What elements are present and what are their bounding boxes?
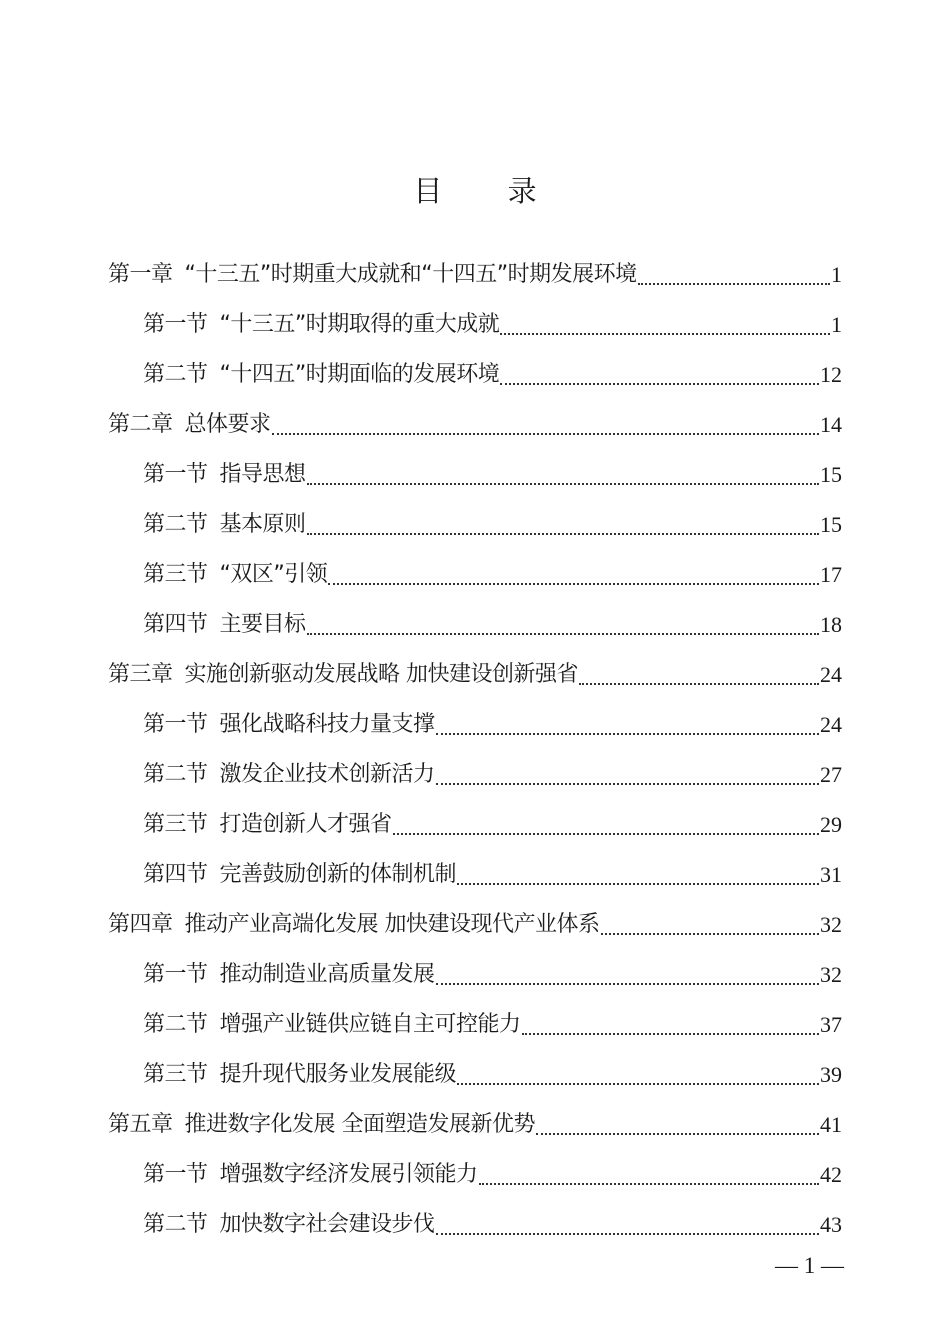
toc-entry-label bbox=[143, 1205, 435, 1245]
toc-entry-section[interactable] bbox=[0, 1200, 950, 1250]
toc-entry-title: 增强数字经济发展引领能力 bbox=[219, 1162, 478, 1187]
toc-entry-label bbox=[143, 755, 435, 795]
toc-entry-label bbox=[143, 605, 306, 645]
toc-entry-title: 打造创新人才强省 bbox=[219, 812, 392, 837]
toc-entry-page: 1 bbox=[831, 262, 842, 287]
toc-entry-number: 第四节 bbox=[143, 862, 208, 887]
toc-entry-label bbox=[143, 505, 306, 545]
toc-entry-title: 总体要求 bbox=[184, 412, 271, 437]
toc-entry-page: 31 bbox=[820, 862, 842, 887]
toc-entry-title: “双区”引领 bbox=[219, 562, 328, 587]
toc-entry-title: 推进数字化发展 全面塑造发展新优势 bbox=[184, 1112, 536, 1137]
toc-entry-title: 提升现代服务业发展能级 bbox=[219, 1062, 457, 1087]
toc-entry-title: “十四五”时期面临的发展环境 bbox=[219, 362, 500, 387]
dot-leader bbox=[457, 855, 819, 895]
toc-entry-section[interactable] bbox=[0, 800, 950, 850]
toc-entry-label bbox=[108, 655, 578, 695]
toc-entry-chapter-3[interactable] bbox=[0, 650, 950, 700]
toc-entry-page: 1 bbox=[831, 312, 842, 337]
toc-entry-label bbox=[143, 1055, 456, 1095]
toc-entry-number: 第一节 bbox=[143, 312, 208, 337]
toc-entry-number: 第二节 bbox=[143, 362, 208, 387]
toc-entry-section[interactable] bbox=[0, 850, 950, 900]
toc-entry-number: 第一节 bbox=[143, 962, 208, 987]
toc-entry-section[interactable] bbox=[0, 1050, 950, 1100]
toc-entry-page: 32 bbox=[820, 912, 842, 937]
dot-leader bbox=[328, 555, 819, 595]
dot-leader bbox=[307, 505, 819, 545]
toc-entry-title: 增强产业链供应链自主可控能力 bbox=[219, 1012, 521, 1037]
toc-entry-label bbox=[108, 405, 271, 445]
toc-entry-section[interactable] bbox=[0, 300, 950, 350]
toc-entry-page: 24 bbox=[820, 662, 842, 687]
toc-entry-title: 激发企业技术创新活力 bbox=[219, 762, 435, 787]
toc-entry-label bbox=[143, 1005, 521, 1045]
toc-entry-number: 第四章 bbox=[108, 912, 173, 937]
dot-leader bbox=[307, 605, 819, 645]
toc-entry-number: 第三节 bbox=[143, 812, 208, 837]
toc-title: 目 录 bbox=[413, 174, 565, 209]
toc-entry-number: 第三节 bbox=[143, 1062, 208, 1087]
toc-entry-number: 第一节 bbox=[143, 712, 208, 737]
toc-entry-page: 17 bbox=[820, 562, 842, 587]
toc-entry-label bbox=[143, 455, 306, 495]
toc-entry-title: 推动制造业高质量发展 bbox=[219, 962, 435, 987]
toc-entry-label bbox=[143, 855, 456, 895]
toc-entry-label bbox=[143, 805, 392, 845]
dot-leader bbox=[601, 905, 819, 945]
toc-entry-title: 实施创新驱动发展战略 加快建设创新强省 bbox=[184, 662, 579, 687]
toc-entry-number: 第三章 bbox=[108, 662, 173, 687]
toc-entry-label bbox=[143, 305, 499, 345]
toc-entry-section[interactable] bbox=[0, 450, 950, 500]
toc-entry-label bbox=[143, 355, 499, 395]
toc-entry-title: 强化战略科技力量支撑 bbox=[219, 712, 435, 737]
toc-entry-number: 第二节 bbox=[143, 512, 208, 537]
dot-leader bbox=[500, 355, 819, 395]
dot-leader bbox=[436, 1205, 819, 1245]
toc-entry-page: 18 bbox=[820, 612, 842, 637]
toc-entry-section[interactable] bbox=[0, 1000, 950, 1050]
dot-leader bbox=[638, 255, 830, 295]
toc-entry-number: 第三节 bbox=[143, 562, 208, 587]
toc-entry-title: 指导思想 bbox=[219, 462, 306, 487]
toc-entry-title: 推动产业高端化发展 加快建设现代产业体系 bbox=[184, 912, 600, 937]
toc-entry-title: 完善鼓励创新的体制机制 bbox=[219, 862, 457, 887]
toc-entry-page: 32 bbox=[820, 962, 842, 987]
toc-entry-chapter-1[interactable] bbox=[0, 250, 950, 300]
toc-entry-page: 37 bbox=[820, 1012, 842, 1037]
toc-entry-page: 39 bbox=[820, 1062, 842, 1087]
toc-entry-section[interactable] bbox=[0, 600, 950, 650]
toc-entry-page: 12 bbox=[820, 362, 842, 387]
toc-entry-section[interactable] bbox=[0, 1150, 950, 1200]
toc-entry-chapter-2[interactable] bbox=[0, 400, 950, 450]
toc-entry-chapter-4[interactable] bbox=[0, 900, 950, 950]
toc-entry-number: 第一节 bbox=[143, 1162, 208, 1187]
toc-entry-page: 15 bbox=[820, 462, 842, 487]
page-number-footer: — 1 — bbox=[775, 1253, 844, 1278]
toc-entry-title: 加快数字社会建设步伐 bbox=[219, 1212, 435, 1237]
toc-entry-section[interactable] bbox=[0, 350, 950, 400]
dot-leader bbox=[436, 705, 819, 745]
toc-entry-label bbox=[108, 905, 600, 945]
toc-entry-number: 第二节 bbox=[143, 762, 208, 787]
toc-entry-number: 第五章 bbox=[108, 1112, 173, 1137]
dot-leader bbox=[393, 805, 819, 845]
toc-entry-number: 第二节 bbox=[143, 1212, 208, 1237]
toc-entry-label bbox=[108, 255, 637, 295]
toc-entry-number: 第四节 bbox=[143, 612, 208, 637]
toc-entry-title: 主要目标 bbox=[219, 612, 306, 637]
toc-entry-number: 第一节 bbox=[143, 462, 208, 487]
toc-entry-page: 27 bbox=[820, 762, 842, 787]
toc-entry-page: 14 bbox=[820, 412, 842, 437]
dot-leader bbox=[579, 655, 819, 695]
toc-entry-label bbox=[108, 1105, 535, 1145]
toc-entry-page: 24 bbox=[820, 712, 842, 737]
dot-leader bbox=[272, 405, 819, 445]
table-of-contents bbox=[0, 250, 950, 1250]
toc-entry-chapter-5[interactable] bbox=[0, 1100, 950, 1150]
dot-leader bbox=[500, 305, 830, 345]
toc-entry-section[interactable] bbox=[0, 500, 950, 550]
toc-entry-number: 第一章 bbox=[108, 262, 173, 287]
toc-entry-page: 15 bbox=[820, 512, 842, 537]
toc-entry-label bbox=[143, 705, 435, 745]
toc-entry-page: 42 bbox=[820, 1162, 842, 1187]
dot-leader bbox=[536, 1105, 819, 1145]
toc-entry-number: 第二章 bbox=[108, 412, 173, 437]
dot-leader bbox=[436, 955, 819, 995]
toc-entry-section[interactable] bbox=[0, 750, 950, 800]
dot-leader bbox=[522, 1005, 819, 1045]
toc-entry-page: 41 bbox=[820, 1112, 842, 1137]
dot-leader bbox=[479, 1155, 819, 1195]
toc-entry-title: “十三五”时期重大成就和“十四五”时期发展环境 bbox=[184, 262, 637, 287]
dot-leader bbox=[436, 755, 819, 795]
dot-leader bbox=[457, 1055, 819, 1095]
dot-leader bbox=[307, 455, 819, 495]
toc-entry-page: 29 bbox=[820, 812, 842, 837]
toc-entry-title: “十三五”时期取得的重大成就 bbox=[219, 312, 500, 337]
toc-entry-label bbox=[143, 955, 435, 995]
toc-entry-section[interactable] bbox=[0, 700, 950, 750]
toc-entry-section[interactable] bbox=[0, 950, 950, 1000]
toc-entry-number: 第二节 bbox=[143, 1012, 208, 1037]
toc-entry-label bbox=[143, 1155, 478, 1195]
toc-entry-page: 43 bbox=[820, 1212, 842, 1237]
toc-entry-section[interactable] bbox=[0, 550, 950, 600]
toc-entry-title: 基本原则 bbox=[219, 512, 306, 537]
toc-entry-label bbox=[143, 555, 327, 595]
